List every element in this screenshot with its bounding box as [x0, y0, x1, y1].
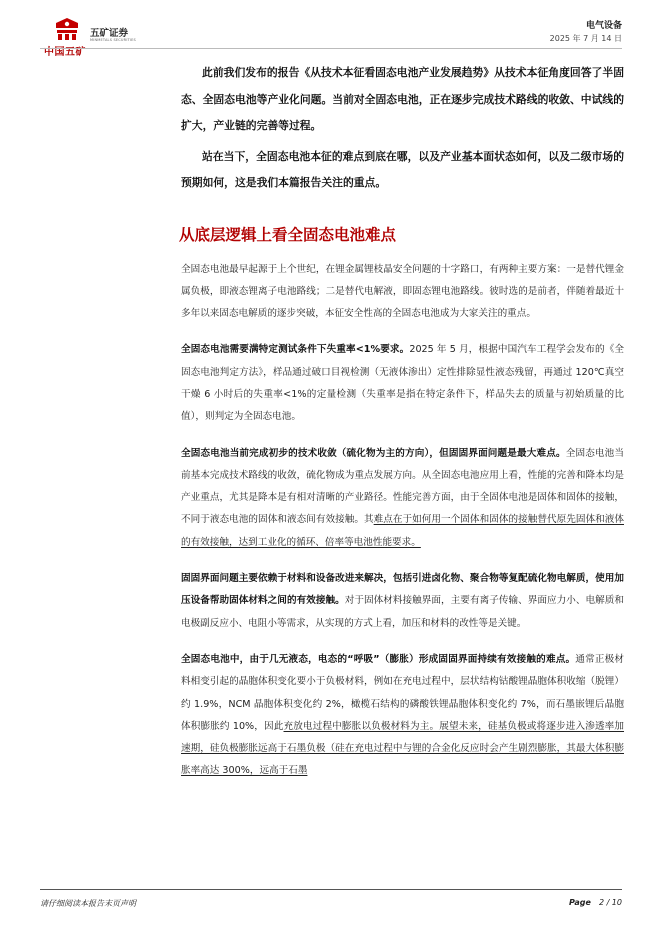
paragraph-underline: 难点在于如何用一个固体和固体的接触替代原先固体和液体的有效接触，达到工业化的循环、倍率等电池性能要求。 [181, 514, 624, 548]
securities-name: 五矿证券 [90, 28, 129, 39]
report-body [181, 60, 624, 783]
intro-paragraph-2: 站在当下，全固态电池本征的难点到底在哪，以及产业基本面状态如何，以及二级市场的预期如何，这是我们本篇报告关注的重点。 [181, 149, 624, 189]
paragraph-breathing [181, 649, 624, 783]
report-date: 2025 年 7 月 14 日 [549, 34, 622, 43]
paragraph-text: 通常正极材料相变引起的晶胞体积变化要小于负极材料，例如在充电过程中，层状结构钴酸锂晶胞体积收缩（脱锂）约 1.9%，NCM 晶胞体积变化约 2%，橄榄石结构的磷酸铁锂晶胞体积变化约 7%，而石墨嵌锂后晶胞体积膨胀约 10%，因此 [181, 653, 625, 732]
paragraph-underline: 充放电过程中膨胀以负极材料为主。展望未来，硅基负极或将逐步进入渗透率加速期，硅负极膨胀远高于石墨负极（硅在充电过程中与锂的合金化反应时会产生剧烈膨胀，其最大体积膨胀率高达 300%，远高于石墨 [181, 720, 625, 777]
intro-paragraph-1: 此前我们发布的报告《从技术本征看固态电池产业发展趋势》从技术本征角度回答了半固态、全固态电池等产业化问题。当前对全固态电池，正在逐步完成技术路线的收敛、中试线的扩大，产业链的完善等过程。 [181, 66, 624, 132]
paragraph-lead: 全固态电池需要满特定测试条件下失重率<1%要求。 [181, 344, 410, 356]
paragraph-interface-solutions [181, 568, 624, 635]
brand-name: 中国五矿 [44, 47, 86, 58]
paragraph-tech-convergence [181, 443, 624, 554]
footer-divider [40, 889, 622, 890]
paragraph-origin: 全固态电池最早起源于上个世纪，在锂金属锂枝晶安全问题的十字路口，有两种主要方案：一是替代锂金属负极，即液态锂离子电池路线；二是替代电解液，即固态锂电池路线。彼时选的是前者，伴随着最近十多年以来固态电解质的逐步突破，本征安全性高的全固态电池成为大家关注的重点。 [181, 263, 624, 320]
report-category: 电气设备 [585, 21, 622, 31]
minmetals-logo-icon [54, 17, 80, 41]
footer-disclaimer: 请仔细阅读本报告末页声明 [40, 899, 136, 908]
page-header [0, 0, 662, 60]
paragraph-text: 全固态电池当前基本完成技术路线的收敛，硫化物成为重点发展方向。从全固态电池应用上看，性能的完善和降本均是产业重点，尤其是降本是有相对清晰的产业路径。性能完善方面，由于全固体电池是固体和固体的接触，不同于液态电池的固体和液态间有效接触。其 [181, 447, 625, 526]
page-number: 2 / 10 [598, 898, 622, 907]
paragraph-lead: 固固界面问题主要依赖于材料和设备改进来解决，包括引进卤化物、聚合物等复配硫化物电解质，使用加压设备帮助固体材料之间的有效接触。 [181, 573, 624, 607]
paragraph-text: 对于固体材料接触界面，主要有离子传输、界面应力小、电解质和电极副反应小、电阻小等需求，从实现的方式上看，加压和材料的改性等是关键。 [181, 595, 625, 629]
page-label: Page [569, 898, 591, 907]
paragraph-test-criteria [181, 339, 624, 428]
paragraph-lead: 全固态电池中，由于几无液态，电态的“呼吸”（膨胀）形成固固界面持续有效接触的难点。 [181, 653, 576, 665]
paragraph-text: 2025 年 5 月，根据中国汽车工程学会发布的《全固态电池判定方法》，样品通过破口目视检测（无液体渗出）定性排除显性液态残留，再通过 120℃真空干燥 6 小时后的失重率<1%的定量检测（失重率是指在特定条件下，样品失去的质量与初始质量的比值），则判定为全固态电池。 [181, 344, 625, 423]
section-title: 从底层逻辑上看全固态电池难点 [179, 225, 397, 244]
page-indicator [569, 898, 622, 907]
securities-name-en: MINMETALS SECURITIES [90, 38, 136, 42]
header-divider [40, 48, 622, 49]
paragraph-lead: 全固态电池当前完成初步的技术收敛（硫化物为主的方向），但固固界面问题是最大难点。 [181, 447, 566, 459]
